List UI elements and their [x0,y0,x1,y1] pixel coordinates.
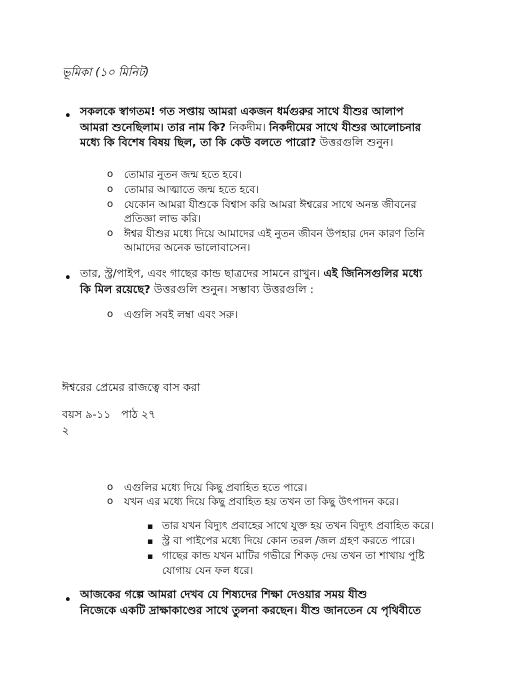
page-number: ২ [62,424,70,437]
text: উত্তরগুলি শুনুন। সম্ভাব্য উত্তরগুলি : [150,282,314,296]
bullet-icon: • [64,109,72,124]
list-item-continuation: প্রতিজ্ঞা লাভ করি। [124,213,202,225]
list-item: স্ট্র বা পাইপের মধ্যে দিয়ে কোন তরল /জল গ্রহণ করতে পারে। [162,535,415,547]
text: তার, স্ট্র/পাইপ, এবং গাছের কান্ড ছাত্রদের সামনে রাখুন। [80,267,324,280]
bold-text: আমরা শুনেছিলাম। তার নাম কি? [80,120,226,134]
bold-text: মধ্যে কি বিশেষ বিষয় ছিল, তা কি কেউ বলতে পারো? [80,136,317,149]
list-item: ঈশ্বর যীশুর মধ্যে দিয়ে আমাদের এই নুতন জীবন উপহার দেন কারণ তিনি [124,228,425,240]
section-heading: ভূমিকা (১০ মিনিট) [62,65,149,79]
bullet-icon: • [64,271,72,286]
list-item: গাছের কান্ড যখন মাটির গভীরে শিকড় দেয় তখন তা শাখায় পুষ্টি [162,550,425,562]
line [80,587,520,603]
list-item: এগুলির মধ্যে দিয়ে কিছু প্রবাহিত হতে পারে। [124,482,308,494]
square-bullet-icon: ▪ [147,522,154,532]
circle-bullet-icon: o [107,309,114,320]
square-bullet-icon: ▪ [147,537,154,547]
circle-bullet-icon: o [107,184,114,195]
circle-bullet-icon: o [107,199,114,210]
line [80,135,500,151]
list-item: যেকোন আমরা যীশুকে বিশ্বাস করি আমরা ঈশ্বরের সাথে অনন্ত জীবনের [124,199,417,211]
line [80,282,500,298]
bold-text: নিজেকে একটি দ্রাক্ষাকাণ্ডের সাথে তুলনা করছেন। যীশু জানতেন যে পৃথিবীতে [80,603,421,617]
list-item-continuation: আমাদের অনেক ভালোবাসেন। [124,242,251,254]
circle-bullet-icon: o [107,496,114,507]
paragraph-materials [80,266,500,297]
bold-text: সকলকে স্বাগতম! গত সপ্তায় আমরা একজন ধর্মগুরুর সাথে যীশুর আলাপ [80,105,404,118]
list-item: যখন এর মধ্যে দিয়ে কিছু প্রবাহিত হয় তখন তা কিছু উৎপাদন করে। [124,496,399,508]
circle-bullet-icon: o [107,169,114,180]
bold-text: এই জিনিসগুলির মধ্যে [323,267,423,280]
footer-title: ঈশ্বরের প্রেমের রাজত্বে বাস করা [62,381,201,394]
bullet-icon: • [64,593,72,608]
line [80,120,500,136]
line [80,266,500,282]
footer-meta: বয়স ৯-১১ পাঠ ২৭ [62,408,156,421]
bold-text: নিকদীমের সাথে যীশুর আলোচনার [269,120,421,134]
bold-text: আজকের গল্পে আমরা দেখব যে শিষ্যদের শিক্ষা দেওয়ার সময় যীশু [80,588,368,601]
square-bullet-icon: ▪ [147,552,154,562]
text: উত্তরগুলি শুনুন। [316,136,394,149]
paragraph-welcome [80,104,500,151]
circle-bullet-icon: o [107,228,114,239]
text: নিকদীম। [225,120,270,134]
list-item: তোমার আত্মাতে জন্ম হতে হবে। [124,184,259,196]
list-item: এগুলি সবই লম্বা এবং সরু। [124,309,238,321]
list-item: তোমার নুতন জন্ম হতে হবে। [124,169,242,181]
bold-text: কি মিল রয়েছে? [80,282,151,296]
list-item: তার যখন বিদ্যুৎ প্রবাহের সাথে যুক্ত হয় তখন বিদ্যুৎ প্রবাহিত করে। [162,520,434,532]
paragraph-story [80,587,520,618]
line [80,104,500,120]
line [80,603,520,619]
circle-bullet-icon: o [107,482,114,493]
list-item-continuation: যোগায় যেন ফল ধরে। [162,565,254,577]
